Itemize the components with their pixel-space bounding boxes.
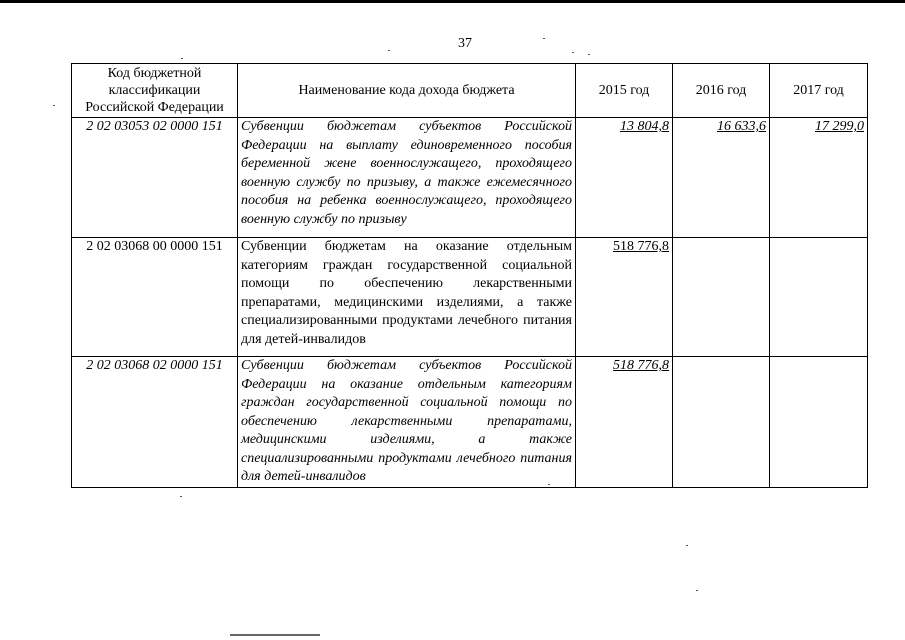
cell-code: 2 02 03053 02 0000 151 bbox=[72, 118, 238, 238]
header-2017: 2017 год bbox=[770, 64, 868, 118]
scan-speck bbox=[180, 496, 182, 497]
header-name: Наименование кода дохода бюджета bbox=[238, 64, 576, 118]
scan-speck bbox=[548, 484, 550, 485]
page-number: 37 bbox=[458, 36, 472, 51]
table-row bbox=[72, 118, 868, 238]
cell-2017 bbox=[770, 357, 868, 488]
cell-2016: 16 633,6 bbox=[673, 118, 770, 238]
table-header-row bbox=[72, 64, 868, 118]
scan-speck bbox=[181, 58, 183, 59]
cell-code: 2 02 03068 00 0000 151 bbox=[72, 238, 238, 357]
scan-speck bbox=[53, 105, 55, 106]
scan-speck bbox=[588, 54, 590, 55]
header-2016: 2016 год bbox=[673, 64, 770, 118]
header-code: Код бюджетной классификации Российской Федерации bbox=[72, 64, 238, 118]
cell-2017 bbox=[770, 238, 868, 357]
cell-2015: 518 776,8 bbox=[576, 238, 673, 357]
scan-speck bbox=[543, 38, 545, 39]
table-row bbox=[72, 357, 868, 488]
scan-speck bbox=[388, 50, 390, 51]
cell-code: 2 02 03068 02 0000 151 bbox=[72, 357, 238, 488]
scan-artifact-line bbox=[230, 634, 320, 636]
budget-income-table bbox=[71, 63, 868, 488]
cell-2015: 13 804,8 bbox=[576, 118, 673, 238]
cell-2016 bbox=[673, 238, 770, 357]
cell-2017: 17 299,0 bbox=[770, 118, 868, 238]
header-2015: 2015 год bbox=[576, 64, 673, 118]
cell-2015: 518 776,8 bbox=[576, 357, 673, 488]
cell-2016 bbox=[673, 357, 770, 488]
cell-name: Субвенции бюджетам на оказание отдельным категориям граждан государственной социальной помощи по обеспечению лекарственными препаратами, медицинскими изделиями, а также специализированными продуктами лечебного питания для детей-инвалидов bbox=[238, 238, 576, 357]
scan-speck bbox=[696, 590, 698, 591]
scan-speck bbox=[572, 52, 574, 53]
table-row bbox=[72, 238, 868, 357]
page-top-border bbox=[0, 0, 905, 3]
scan-speck bbox=[686, 545, 688, 546]
cell-name: Субвенции бюджетам субъектов Российской Федерации на выплату единовременного пособия беременной жене военнослужащего, проходящего военную службу по призыву, а также ежемесячного пособия на ребенка военнослужащего, проходящего военную службу по призыву bbox=[238, 118, 576, 238]
cell-name: Субвенции бюджетам субъектов Российской Федерации на оказание отдельным категориям граждан государственной социальной помощи по обеспечению лекарственными препаратами, медицинскими изделиями, а также специализированными продуктами лечебного питания для детей-инвалидов bbox=[238, 357, 576, 488]
